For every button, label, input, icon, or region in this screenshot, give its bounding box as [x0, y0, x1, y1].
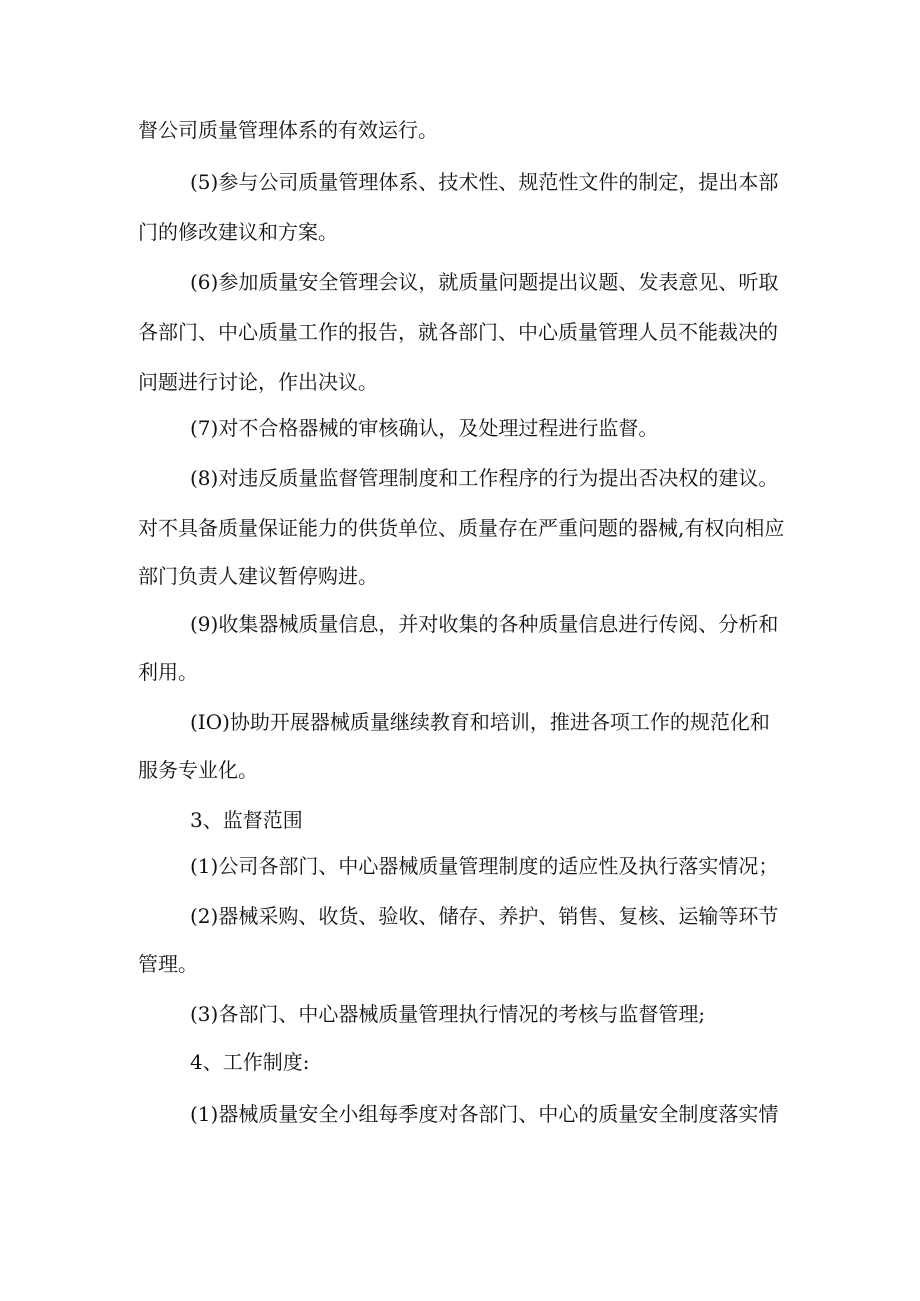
scope-item-1-text: (1)公司各部门、中心器械质量管理制度的适应性及执行落实情况；	[190, 854, 779, 878]
item-10-text: (IO)协助开展器械质量继续教育和培训，推进各项工作的规范化和	[190, 710, 770, 734]
text-line: 服务专业化。	[138, 758, 258, 782]
section-heading: 3、监督范围	[190, 808, 303, 832]
scope-item-2-text: (2)器械采购、收货、验收、储存、养护、销售、复核、运输等环节	[190, 904, 779, 928]
section-heading: 4、工作制度:	[190, 1050, 310, 1074]
item-7-text: (7)对不合格器械的审核确认，及处理过程进行监督。	[190, 416, 659, 440]
item-8-text: (8)对违反质量监督管理制度和工作程序的行为提出否决权的建议。	[190, 466, 779, 490]
text-line: 部门负责人建议暂停购进。	[138, 564, 378, 588]
text-line: 督公司质量管理体系的有效运行。	[138, 118, 438, 142]
rule-item-1-text: (1)器械质量安全小组每季度对各部门、中心的质量安全制度落实情	[190, 1102, 779, 1126]
text-line: 问题进行讨论，作出决议。	[138, 370, 378, 394]
item-6-text: (6)参加质量安全管理会议，就质量问题提出议题、发表意见、听取	[190, 270, 779, 294]
scope-item-3-text: (3)各部门、中心器械质量管理执行情况的考核与监督管理;	[190, 1002, 706, 1026]
text-line: 各部门、中心质量工作的报告，就各部门、中心质量管理人员不能裁决的	[138, 320, 778, 344]
item-9-text: (9)收集器械质量信息，并对收集的各种质量信息进行传阅、分析和	[190, 612, 779, 636]
text-line: 对不具备质量保证能力的供货单位、质量存在严重问题的器械,有权向相应	[138, 516, 785, 540]
text-line: 利用。	[138, 660, 198, 684]
item-5-text: (5)参与公司质量管理体系、技术性、规范性文件的制定，提出本部	[190, 170, 779, 194]
text-line: 管理。	[138, 952, 198, 976]
text-line: 门的修改建议和方案。	[138, 220, 338, 244]
